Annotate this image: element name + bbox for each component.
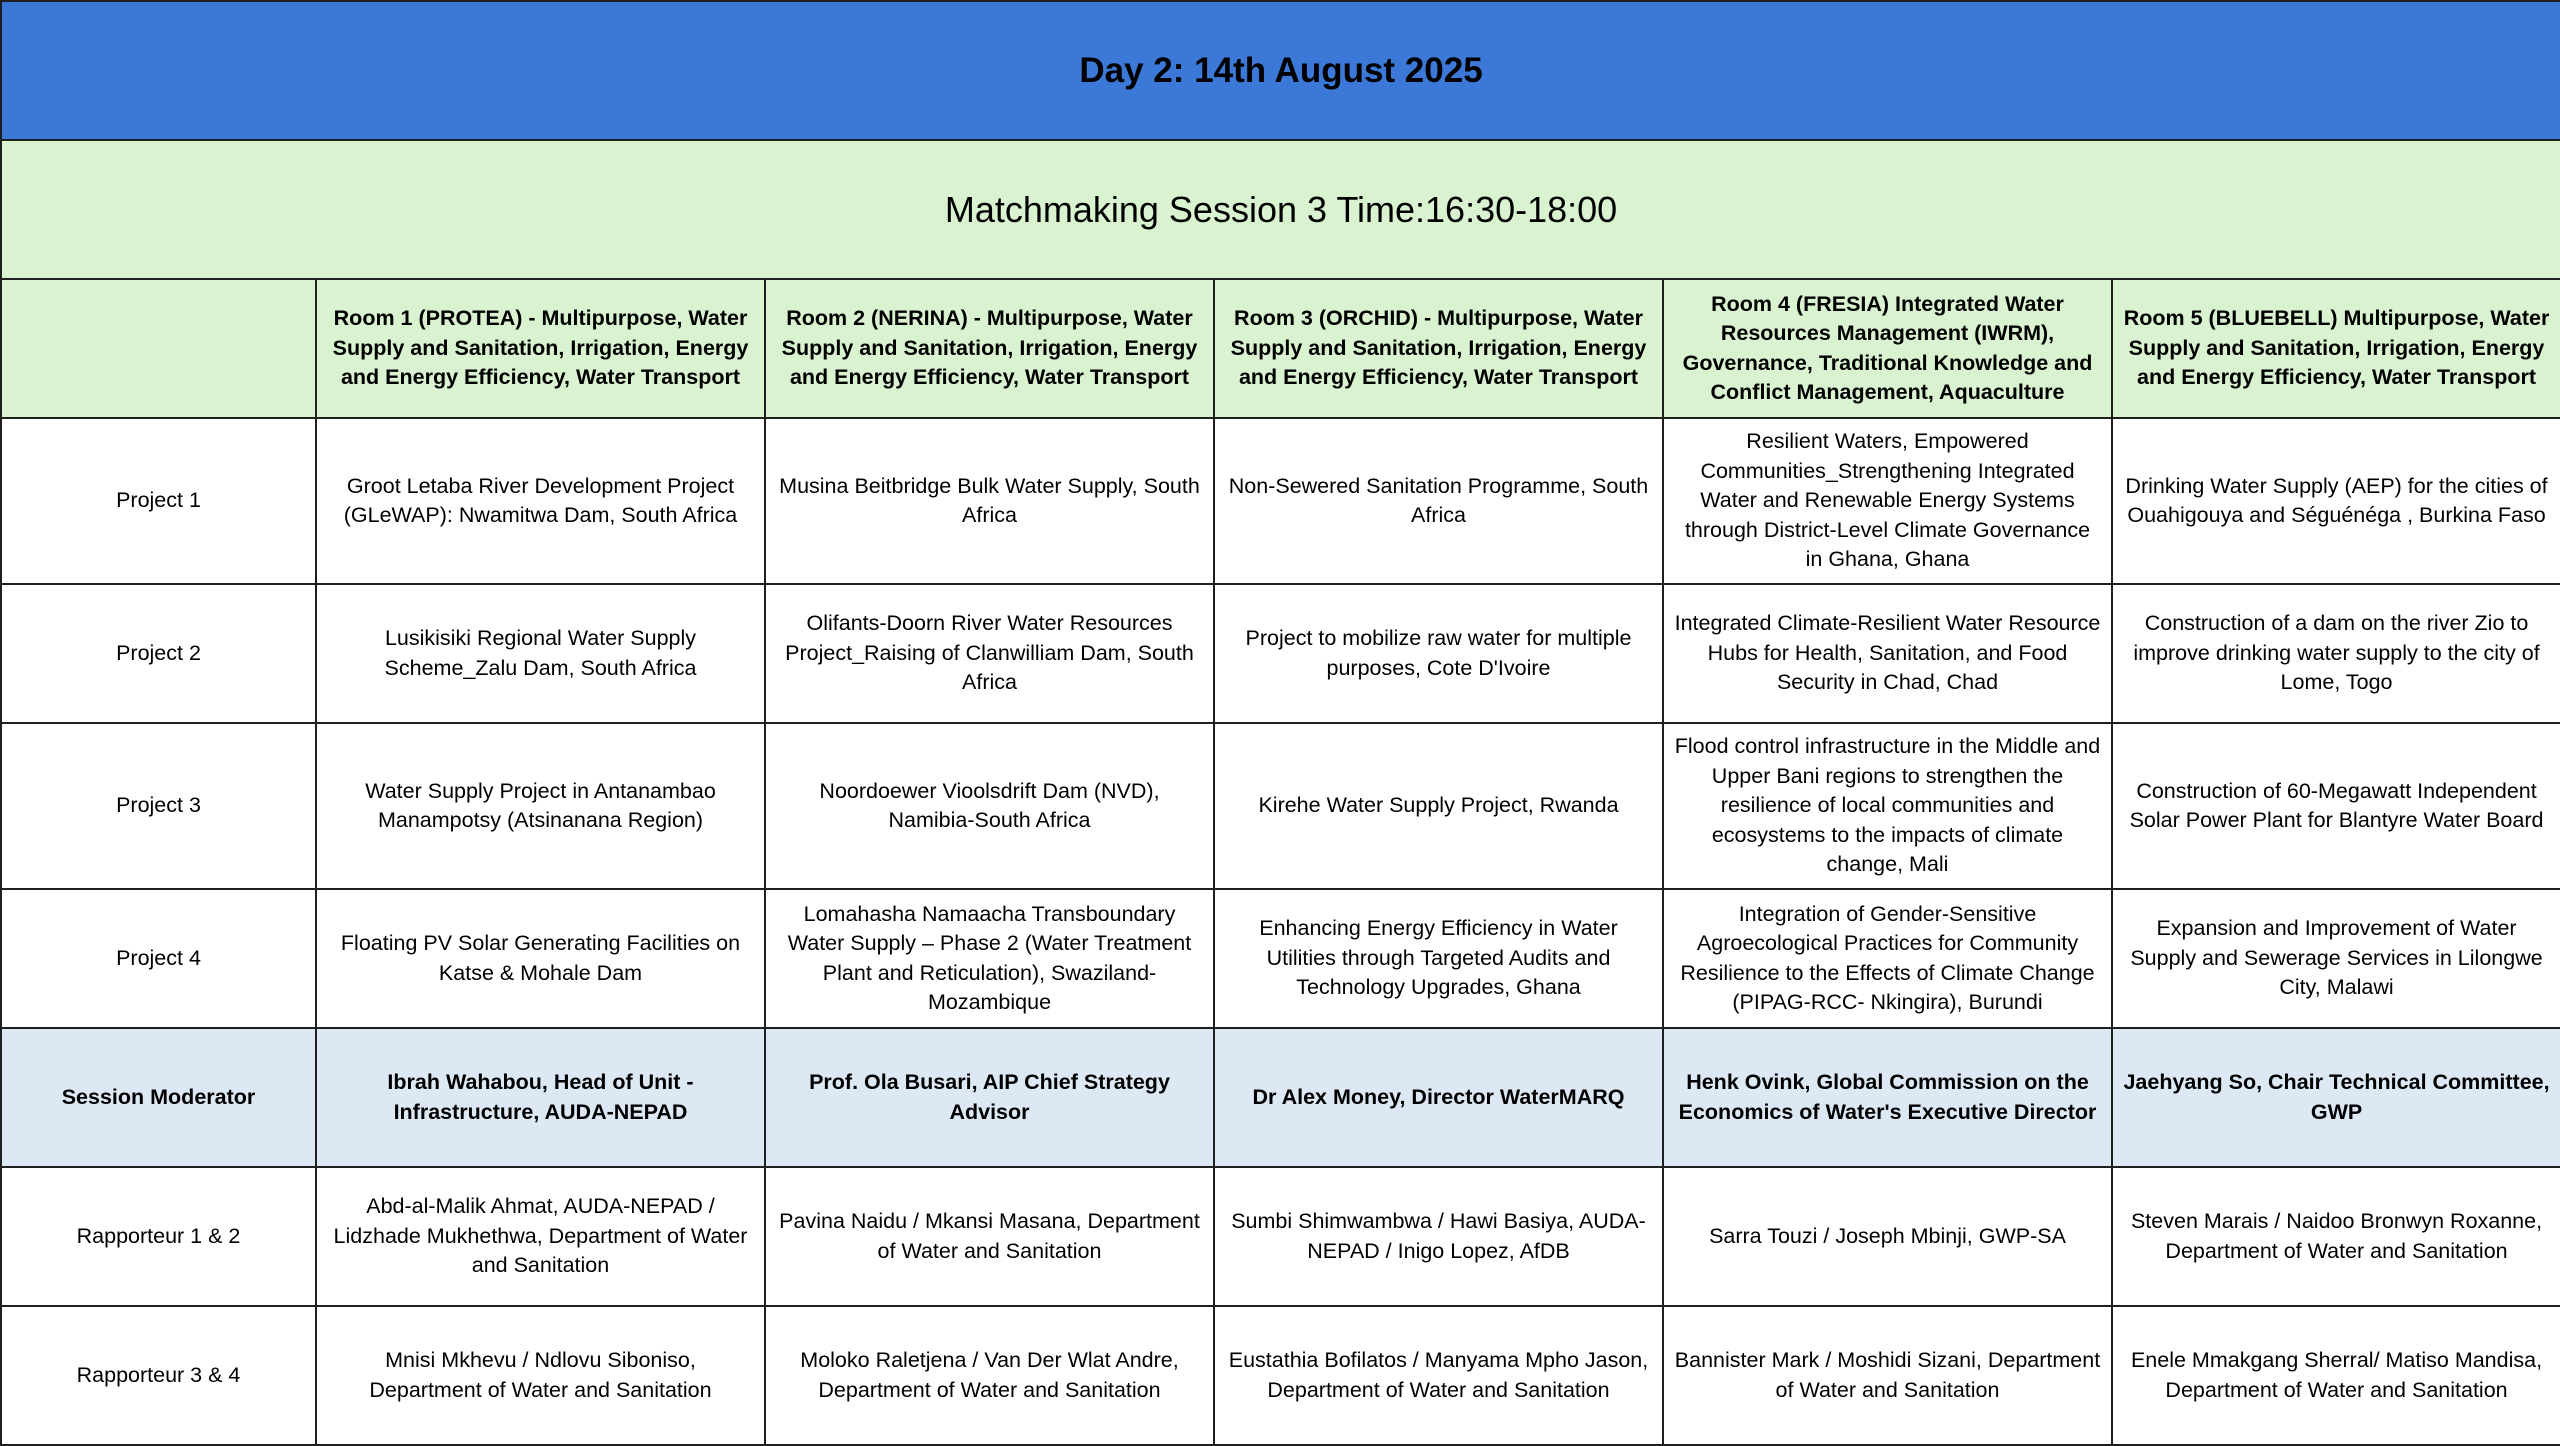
row-label: Project 3 [1, 723, 316, 889]
project-cell: Expansion and Improvement of Water Supply and Sewerage Services in Lilongwe City, Malawi [2112, 889, 2560, 1028]
project-cell: Floating PV Solar Generating Facilities on Katse & Mohale Dam [316, 889, 765, 1028]
project-cell: Noordoewer Vioolsdrift Dam (NVD), Namibia-South Africa [765, 723, 1214, 889]
row-label: Project 4 [1, 889, 316, 1028]
rooms-header-row [1, 279, 2560, 418]
row-label: Project 2 [1, 584, 316, 723]
rapporteur-cell: Eustathia Bofilatos / Manyama Mpho Jason, Department of Water and Sanitation [1214, 1306, 1663, 1445]
project-cell: Water Supply Project in Antanambao Manampotsy (Atsinanana Region) [316, 723, 765, 889]
project-cell: Flood control infrastructure in the Middle and Upper Bani regions to strengthen the resilience of local communities and ecosystems to the impacts of climate change, Mali [1663, 723, 2112, 889]
project-cell: Resilient Waters, Empowered Communities_Strengthening Integrated Water and Renewable Energy Systems through District-Level Climate Governance in Ghana, Ghana [1663, 418, 2112, 584]
project-row [1, 584, 2560, 723]
rapporteur-cell: Sumbi Shimwambwa / Hawi Basiya, AUDA-NEPAD / Inigo Lopez, AfDB [1214, 1167, 1663, 1306]
moderator-cell: Dr Alex Money, Director WaterMARQ [1214, 1028, 1663, 1167]
project-row [1, 889, 2560, 1028]
project-cell: Construction of a dam on the river Zio to improve drinking water supply to the city of Lome, Togo [2112, 584, 2560, 723]
room-5-header: Room 5 (BLUEBELL) Multipurpose, Water Supply and Sanitation, Irrigation, Energy and Energy Efficiency, Water Transport [2112, 279, 2560, 418]
rapporteur-cell: Mnisi Mkhevu / Ndlovu Siboniso, Department of Water and Sanitation [316, 1306, 765, 1445]
room-1-header: Room 1 (PROTEA) - Multipurpose, Water Supply and Sanitation, Irrigation, Energy and Energy Efficiency, Water Transport [316, 279, 765, 418]
row-label: Session Moderator [1, 1028, 316, 1167]
title-row [1, 1, 2560, 140]
project-cell: Non-Sewered Sanitation Programme, South Africa [1214, 418, 1663, 584]
rapporteur-cell: Abd-al-Malik Ahmat, AUDA-NEPAD / Lidzhade Mukhethwa, Department of Water and Sanitation [316, 1167, 765, 1306]
day-title: Day 2: 14th August 2025 [1, 1, 2560, 140]
rapporteur-cell: Pavina Naidu / Mkansi Masana, Department of Water and Sanitation [765, 1167, 1214, 1306]
moderator-cell: Prof. Ola Busari, AIP Chief Strategy Advisor [765, 1028, 1214, 1167]
moderator-cell: Jaehyang So, Chair Technical Committee, GWP [2112, 1028, 2560, 1167]
project-cell: Integrated Climate-Resilient Water Resource Hubs for Health, Sanitation, and Food Security in Chad, Chad [1663, 584, 2112, 723]
room-2-header: Room 2 (NERINA) - Multipurpose, Water Supply and Sanitation, Irrigation, Energy and Energy Efficiency, Water Transport [765, 279, 1214, 418]
room-3-header: Room 3 (ORCHID) - Multipurpose, Water Supply and Sanitation, Irrigation, Energy and Energy Efficiency, Water Transport [1214, 279, 1663, 418]
rapporteur-cell: Steven Marais / Naidoo Bronwyn Roxanne, Department of Water and Sanitation [2112, 1167, 2560, 1306]
moderator-cell: Ibrah Wahabou, Head of Unit - Infrastructure, AUDA-NEPAD [316, 1028, 765, 1167]
project-cell: Lusikisiki Regional Water Supply Scheme_Zalu Dam, South Africa [316, 584, 765, 723]
row-label: Rapporteur 1 & 2 [1, 1167, 316, 1306]
rooms-header-blank [1, 279, 316, 418]
project-cell: Integration of Gender-Sensitive Agroecological Practices for Community Resilience to the Effects of Climate Change (PIPAG-RCC- Nkingira), Burundi [1663, 889, 2112, 1028]
project-cell: Groot Letaba River Development Project (GLeWAP): Nwamitwa Dam, South Africa [316, 418, 765, 584]
moderator-row [1, 1028, 2560, 1167]
project-cell: Musina Beitbridge Bulk Water Supply, South Africa [765, 418, 1214, 584]
project-cell: Enhancing Energy Efficiency in Water Utilities through Targeted Audits and Technology Upgrades, Ghana [1214, 889, 1663, 1028]
rapporteur-row [1, 1167, 2560, 1306]
rapporteur-cell: Bannister Mark / Moshidi Sizani, Department of Water and Sanitation [1663, 1306, 2112, 1445]
project-cell: Drinking Water Supply (AEP) for the cities of Ouahigouya and Séguénéga , Burkina Faso [2112, 418, 2560, 584]
project-row [1, 418, 2560, 584]
rapporteur-cell: Sarra Touzi / Joseph Mbinji, GWP-SA [1663, 1167, 2112, 1306]
project-cell: Construction of 60-Megawatt Independent Solar Power Plant for Blantyre Water Board [2112, 723, 2560, 889]
project-cell: Kirehe Water Supply Project, Rwanda [1214, 723, 1663, 889]
row-label: Project 1 [1, 418, 316, 584]
rapporteur-cell: Enele Mmakgang Sherral/ Matiso Mandisa, Department of Water and Sanitation [2112, 1306, 2560, 1445]
rapporteur-row [1, 1306, 2560, 1445]
project-cell: Project to mobilize raw water for multiple purposes, Cote D'Ivoire [1214, 584, 1663, 723]
project-row [1, 723, 2560, 889]
row-label: Rapporteur 3 & 4 [1, 1306, 316, 1445]
session-row [1, 140, 2560, 279]
project-cell: Olifants-Doorn River Water Resources Project_Raising of Clanwilliam Dam, South Africa [765, 584, 1214, 723]
rapporteur-cell: Moloko Raletjena / Van Der Wlat Andre, Department of Water and Sanitation [765, 1306, 1214, 1445]
session-title: Matchmaking Session 3 Time:16:30-18:00 [1, 140, 2560, 279]
moderator-cell: Henk Ovink, Global Commission on the Economics of Water's Executive Director [1663, 1028, 2112, 1167]
project-cell: Lomahasha Namaacha Transboundary Water Supply – Phase 2 (Water Treatment Plant and Reticulation), Swaziland-Mozambique [765, 889, 1214, 1028]
room-4-header: Room 4 (FRESIA) Integrated Water Resources Management (IWRM), Governance, Traditional Knowledge and Conflict Management, Aquaculture [1663, 279, 2112, 418]
